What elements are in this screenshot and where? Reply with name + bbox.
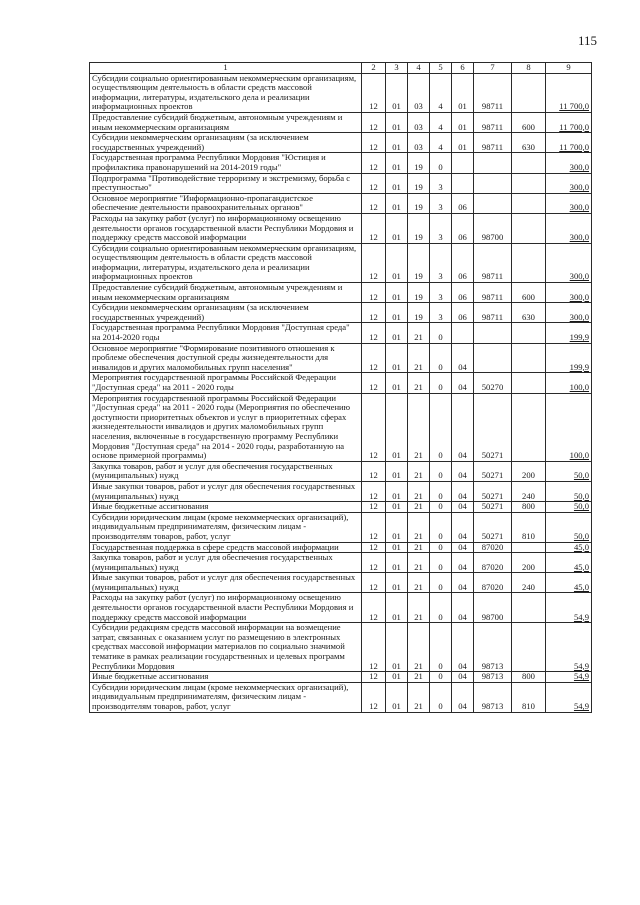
section-code: 01 bbox=[386, 502, 408, 513]
amount: 45,0 bbox=[546, 573, 592, 593]
event-code: 06 bbox=[452, 283, 474, 303]
subprogram-code: 0 bbox=[430, 623, 452, 672]
subprogram-code: 3 bbox=[430, 303, 452, 323]
program-code: 21 bbox=[408, 542, 430, 553]
item-name: Расходы на закупку работ (услуг) по информационному освещению деятельности органов государственной власти Республики Мордовия и поддержку средств массовой информации bbox=[90, 213, 362, 243]
target-code: 50271 bbox=[474, 512, 512, 542]
section-code: 01 bbox=[386, 213, 408, 243]
section-code: 01 bbox=[386, 682, 408, 712]
target-code: 50271 bbox=[474, 461, 512, 481]
event-code: 01 bbox=[452, 133, 474, 153]
item-name: Предоставление субсидий бюджетным, автономным учреждениям и иным некоммерческим организациям bbox=[90, 112, 362, 132]
chapter-code: 12 bbox=[362, 393, 386, 461]
item-name: Субсидии некоммерческим организациям (за исключением государственных учреждений) bbox=[90, 133, 362, 153]
event-code: 04 bbox=[452, 593, 474, 623]
target-code: 98700 bbox=[474, 593, 512, 623]
item-name: Иные закупки товаров, работ и услуг для обеспечения государственных (муниципальных) нужд bbox=[90, 573, 362, 593]
event-code: 06 bbox=[452, 303, 474, 323]
item-name: Государственная программа Республики Мордовия "Юстиция и профилактика правонарушений на 2014-2019 годы" bbox=[90, 153, 362, 173]
event-code: 06 bbox=[452, 243, 474, 282]
amount: 11 700,0 bbox=[546, 133, 592, 153]
expense-type-code: 240 bbox=[512, 573, 546, 593]
item-name: Государственная программа Республики Мордовия "Доступная среда" на 2014-2020 годы bbox=[90, 323, 362, 343]
chapter-code: 12 bbox=[362, 593, 386, 623]
section-code: 01 bbox=[386, 112, 408, 132]
header-cell: 7 bbox=[474, 63, 512, 74]
item-name: Субсидии редакциям средств массовой информации на возмещение затрат, связанных с оказанием услуг по размещению в электронных средствах массовой информации материалов по социально значимой тематике в рамках реализации государственных и целевых программ Республики Мордовия bbox=[90, 623, 362, 672]
subprogram-code: 0 bbox=[430, 593, 452, 623]
amount: 100,0 bbox=[546, 393, 592, 461]
event-code: 04 bbox=[452, 502, 474, 513]
subprogram-code: 0 bbox=[430, 573, 452, 593]
section-code: 01 bbox=[386, 73, 408, 112]
table-row bbox=[90, 672, 592, 683]
program-code: 21 bbox=[408, 481, 430, 501]
chapter-code: 12 bbox=[362, 133, 386, 153]
item-name: Подпрограмма "Противодействие терроризму и экстремизму, борьба с преступностью" bbox=[90, 173, 362, 193]
amount: 45,0 bbox=[546, 542, 592, 553]
table-row bbox=[90, 593, 592, 623]
expense-type-code bbox=[512, 213, 546, 243]
program-code: 21 bbox=[408, 573, 430, 593]
table-row bbox=[90, 481, 592, 501]
target-code bbox=[474, 153, 512, 173]
header-cell: 3 bbox=[386, 63, 408, 74]
expense-type-code: 600 bbox=[512, 283, 546, 303]
chapter-code: 12 bbox=[362, 323, 386, 343]
program-code: 19 bbox=[408, 243, 430, 282]
subprogram-code: 0 bbox=[430, 672, 452, 683]
expense-type-code bbox=[512, 343, 546, 373]
header-cell: 9 bbox=[546, 63, 592, 74]
amount: 54,9 bbox=[546, 623, 592, 672]
table-row bbox=[90, 112, 592, 132]
event-code: 04 bbox=[452, 623, 474, 672]
item-name: Субсидии некоммерческим организациям (за исключением государственных учреждений) bbox=[90, 303, 362, 323]
target-code: 98713 bbox=[474, 672, 512, 683]
program-code: 21 bbox=[408, 393, 430, 461]
item-name: Субсидии социально ориентированным некоммерческим организациям, осуществляющим деятельность в области средств массовой информации, литературы, издательского дела и реализации информационных проектов bbox=[90, 73, 362, 112]
subprogram-code: 0 bbox=[430, 153, 452, 173]
program-code: 03 bbox=[408, 73, 430, 112]
subprogram-code: 0 bbox=[430, 323, 452, 343]
expense-type-code bbox=[512, 323, 546, 343]
subprogram-code: 4 bbox=[430, 73, 452, 112]
chapter-code: 12 bbox=[362, 173, 386, 193]
program-code: 03 bbox=[408, 133, 430, 153]
table-row bbox=[90, 153, 592, 173]
section-code: 01 bbox=[386, 283, 408, 303]
expense-type-code: 630 bbox=[512, 303, 546, 323]
expense-type-code: 800 bbox=[512, 672, 546, 683]
event-code bbox=[452, 323, 474, 343]
item-name: Основное мероприятие "Формирование позитивного отношения к проблеме обеспечения доступной среды жизнедеятельности для инвалидов и других маломобильных групп населения" bbox=[90, 343, 362, 373]
target-code: 98711 bbox=[474, 303, 512, 323]
table-header-row bbox=[90, 63, 592, 74]
subprogram-code: 4 bbox=[430, 133, 452, 153]
amount: 199,9 bbox=[546, 323, 592, 343]
expense-type-code: 200 bbox=[512, 461, 546, 481]
event-code: 04 bbox=[452, 542, 474, 553]
event-code: 04 bbox=[452, 682, 474, 712]
header-cell: 1 bbox=[90, 63, 362, 74]
subprogram-code: 0 bbox=[430, 343, 452, 373]
program-code: 21 bbox=[408, 623, 430, 672]
event-code: 04 bbox=[452, 512, 474, 542]
table-row bbox=[90, 303, 592, 323]
target-code bbox=[474, 323, 512, 343]
target-code: 98711 bbox=[474, 73, 512, 112]
target-code: 98711 bbox=[474, 283, 512, 303]
expense-type-code bbox=[512, 73, 546, 112]
header-cell: 2 bbox=[362, 63, 386, 74]
subprogram-code: 0 bbox=[430, 461, 452, 481]
item-name: Предоставление субсидий бюджетным, автономным учреждениям и иным некоммерческим организациям bbox=[90, 283, 362, 303]
subprogram-code: 0 bbox=[430, 512, 452, 542]
chapter-code: 12 bbox=[362, 682, 386, 712]
program-code: 21 bbox=[408, 343, 430, 373]
event-code: 04 bbox=[452, 343, 474, 373]
item-name: Иные закупки товаров, работ и услуг для обеспечения государственных (муниципальных) нужд bbox=[90, 481, 362, 501]
item-name: Субсидии юридическим лицам (кроме некоммерческих организаций), индивидуальным предпринимателям, физическим лицам - производителям товаров, работ, услуг bbox=[90, 682, 362, 712]
section-code: 01 bbox=[386, 593, 408, 623]
event-code: 04 bbox=[452, 461, 474, 481]
target-code bbox=[474, 173, 512, 193]
expense-type-code: 810 bbox=[512, 512, 546, 542]
program-code: 19 bbox=[408, 283, 430, 303]
target-code: 50271 bbox=[474, 481, 512, 501]
table-row bbox=[90, 393, 592, 461]
table-row bbox=[90, 542, 592, 553]
section-code: 01 bbox=[386, 373, 408, 393]
event-code: 06 bbox=[452, 213, 474, 243]
target-code: 87020 bbox=[474, 573, 512, 593]
chapter-code: 12 bbox=[362, 303, 386, 323]
section-code: 01 bbox=[386, 323, 408, 343]
table-row bbox=[90, 133, 592, 153]
program-code: 19 bbox=[408, 173, 430, 193]
amount: 45,0 bbox=[546, 553, 592, 573]
expense-type-code: 240 bbox=[512, 481, 546, 501]
section-code: 01 bbox=[386, 553, 408, 573]
program-code: 21 bbox=[408, 593, 430, 623]
chapter-code: 12 bbox=[362, 283, 386, 303]
header-cell: 6 bbox=[452, 63, 474, 74]
expense-type-code bbox=[512, 373, 546, 393]
table-row bbox=[90, 373, 592, 393]
section-code: 01 bbox=[386, 573, 408, 593]
amount: 300,0 bbox=[546, 193, 592, 213]
subprogram-code: 0 bbox=[430, 682, 452, 712]
table-row bbox=[90, 343, 592, 373]
program-code: 19 bbox=[408, 303, 430, 323]
target-code: 98700 bbox=[474, 213, 512, 243]
item-name: Иные бюджетные ассигнования bbox=[90, 672, 362, 683]
item-name: Государственная поддержка в сфере средств массовой информации bbox=[90, 542, 362, 553]
subprogram-code: 0 bbox=[430, 502, 452, 513]
section-code: 01 bbox=[386, 461, 408, 481]
target-code: 50271 bbox=[474, 502, 512, 513]
subprogram-code: 0 bbox=[430, 393, 452, 461]
amount: 199,9 bbox=[546, 343, 592, 373]
amount: 50,0 bbox=[546, 512, 592, 542]
program-code: 21 bbox=[408, 512, 430, 542]
event-code: 04 bbox=[452, 672, 474, 683]
amount: 300,0 bbox=[546, 213, 592, 243]
subprogram-code: 3 bbox=[430, 193, 452, 213]
subprogram-code: 0 bbox=[430, 542, 452, 553]
section-code: 01 bbox=[386, 672, 408, 683]
section-code: 01 bbox=[386, 193, 408, 213]
target-code: 98711 bbox=[474, 133, 512, 153]
subprogram-code: 3 bbox=[430, 243, 452, 282]
chapter-code: 12 bbox=[362, 512, 386, 542]
chapter-code: 12 bbox=[362, 73, 386, 112]
section-code: 01 bbox=[386, 303, 408, 323]
expense-type-code: 800 bbox=[512, 502, 546, 513]
program-code: 21 bbox=[408, 502, 430, 513]
target-code: 50270 bbox=[474, 373, 512, 393]
event-code: 04 bbox=[452, 481, 474, 501]
subprogram-code: 3 bbox=[430, 213, 452, 243]
amount: 11 700,0 bbox=[546, 112, 592, 132]
header-cell: 8 bbox=[512, 63, 546, 74]
chapter-code: 12 bbox=[362, 502, 386, 513]
subprogram-code: 0 bbox=[430, 553, 452, 573]
table-row bbox=[90, 512, 592, 542]
target-code: 98713 bbox=[474, 682, 512, 712]
table-row bbox=[90, 193, 592, 213]
chapter-code: 12 bbox=[362, 553, 386, 573]
budget-table bbox=[89, 62, 592, 713]
amount: 50,0 bbox=[546, 502, 592, 513]
amount: 54,9 bbox=[546, 672, 592, 683]
section-code: 01 bbox=[386, 393, 408, 461]
header-cell: 5 bbox=[430, 63, 452, 74]
table-row bbox=[90, 243, 592, 282]
expense-type-code bbox=[512, 153, 546, 173]
chapter-code: 12 bbox=[362, 243, 386, 282]
chapter-code: 12 bbox=[362, 193, 386, 213]
amount: 300,0 bbox=[546, 303, 592, 323]
event-code: 04 bbox=[452, 373, 474, 393]
section-code: 01 bbox=[386, 133, 408, 153]
section-code: 01 bbox=[386, 481, 408, 501]
program-code: 21 bbox=[408, 461, 430, 481]
expense-type-code bbox=[512, 243, 546, 282]
table-row bbox=[90, 213, 592, 243]
table-row bbox=[90, 623, 592, 672]
program-code: 19 bbox=[408, 193, 430, 213]
item-name: Мероприятия государственной программы Российской Федерации "Доступная среда" на 2011 - 2020 годы (Мероприятия по обеспечению доступности приоритетных объектов и услуг в приоритетных сферах жизнедеятельности инвалидов и других маломобильных групп населения, включенные в государственную программу Республики Мордовия "Доступная среда" на 2014 - 2020 годы, разработанную на основе примерной программы) bbox=[90, 393, 362, 461]
chapter-code: 12 bbox=[362, 573, 386, 593]
table-row bbox=[90, 502, 592, 513]
table-row bbox=[90, 553, 592, 573]
target-code: 98713 bbox=[474, 623, 512, 672]
target-code: 50271 bbox=[474, 393, 512, 461]
event-code: 06 bbox=[452, 193, 474, 213]
program-code: 19 bbox=[408, 153, 430, 173]
item-name: Иные бюджетные ассигнования bbox=[90, 502, 362, 513]
item-name: Субсидии юридическим лицам (кроме некоммерческих организаций), индивидуальным предпринимателям, физическим лицам - производителям товаров, работ, услуг bbox=[90, 512, 362, 542]
program-code: 21 bbox=[408, 373, 430, 393]
table-row bbox=[90, 73, 592, 112]
target-code: 98711 bbox=[474, 243, 512, 282]
expense-type-code: 600 bbox=[512, 112, 546, 132]
table-row bbox=[90, 573, 592, 593]
item-name: Расходы на закупку работ (услуг) по информационному освещению деятельности органов государственной власти Республики Мордовия и поддержку средств массовой информации bbox=[90, 593, 362, 623]
amount: 54,9 bbox=[546, 682, 592, 712]
target-code: 87020 bbox=[474, 542, 512, 553]
expense-type-code bbox=[512, 173, 546, 193]
target-code: 98711 bbox=[474, 112, 512, 132]
expense-type-code bbox=[512, 593, 546, 623]
chapter-code: 12 bbox=[362, 481, 386, 501]
expense-type-code bbox=[512, 393, 546, 461]
section-code: 01 bbox=[386, 343, 408, 373]
amount: 100,0 bbox=[546, 373, 592, 393]
amount: 300,0 bbox=[546, 173, 592, 193]
amount: 50,0 bbox=[546, 461, 592, 481]
amount: 300,0 bbox=[546, 243, 592, 282]
event-code bbox=[452, 153, 474, 173]
event-code: 04 bbox=[452, 553, 474, 573]
expense-type-code bbox=[512, 623, 546, 672]
item-name: Субсидии социально ориентированным некоммерческим организациям, осуществляющим деятельность в области средств массовой информации, литературы, издательского дела и реализации информационных проектов bbox=[90, 243, 362, 282]
item-name: Мероприятия государственной программы Российской Федерации "Доступная среда" на 2011 - 2020 годы bbox=[90, 373, 362, 393]
expense-type-code: 810 bbox=[512, 682, 546, 712]
header-cell: 4 bbox=[408, 63, 430, 74]
amount: 54,9 bbox=[546, 593, 592, 623]
subprogram-code: 0 bbox=[430, 481, 452, 501]
chapter-code: 12 bbox=[362, 213, 386, 243]
expense-type-code bbox=[512, 193, 546, 213]
chapter-code: 12 bbox=[362, 343, 386, 373]
section-code: 01 bbox=[386, 542, 408, 553]
section-code: 01 bbox=[386, 243, 408, 282]
program-code: 21 bbox=[408, 323, 430, 343]
section-code: 01 bbox=[386, 512, 408, 542]
subprogram-code: 0 bbox=[430, 373, 452, 393]
section-code: 01 bbox=[386, 623, 408, 672]
event-code bbox=[452, 173, 474, 193]
program-code: 03 bbox=[408, 112, 430, 132]
item-name: Закупка товаров, работ и услуг для обеспечения государственных (муниципальных) нужд bbox=[90, 553, 362, 573]
table-row bbox=[90, 173, 592, 193]
program-code: 21 bbox=[408, 682, 430, 712]
target-code bbox=[474, 193, 512, 213]
event-code: 04 bbox=[452, 393, 474, 461]
event-code: 04 bbox=[452, 573, 474, 593]
amount: 50,0 bbox=[546, 481, 592, 501]
chapter-code: 12 bbox=[362, 542, 386, 553]
target-code bbox=[474, 343, 512, 373]
section-code: 01 bbox=[386, 153, 408, 173]
item-name: Закупка товаров, работ и услуг для обеспечения государственных (муниципальных) нужд bbox=[90, 461, 362, 481]
amount: 300,0 bbox=[546, 283, 592, 303]
amount: 300,0 bbox=[546, 153, 592, 173]
table-row bbox=[90, 323, 592, 343]
section-code: 01 bbox=[386, 173, 408, 193]
table-row bbox=[90, 283, 592, 303]
item-name: Основное мероприятие "Информационно-пропагандистское обеспечение деятельности правоохранительных органов" bbox=[90, 193, 362, 213]
chapter-code: 12 bbox=[362, 112, 386, 132]
program-code: 21 bbox=[408, 553, 430, 573]
expense-type-code bbox=[512, 542, 546, 553]
table-row bbox=[90, 461, 592, 481]
subprogram-code: 3 bbox=[430, 283, 452, 303]
event-code: 01 bbox=[452, 73, 474, 112]
program-code: 19 bbox=[408, 213, 430, 243]
target-code: 87020 bbox=[474, 553, 512, 573]
expense-type-code: 200 bbox=[512, 553, 546, 573]
chapter-code: 12 bbox=[362, 672, 386, 683]
event-code: 01 bbox=[452, 112, 474, 132]
expense-type-code: 630 bbox=[512, 133, 546, 153]
amount: 11 700,0 bbox=[546, 73, 592, 112]
chapter-code: 12 bbox=[362, 373, 386, 393]
page-number: 115 bbox=[578, 33, 598, 48]
chapter-code: 12 bbox=[362, 623, 386, 672]
chapter-code: 12 bbox=[362, 153, 386, 173]
program-code: 21 bbox=[408, 672, 430, 683]
table-row bbox=[90, 682, 592, 712]
subprogram-code: 3 bbox=[430, 173, 452, 193]
chapter-code: 12 bbox=[362, 461, 386, 481]
subprogram-code: 4 bbox=[430, 112, 452, 132]
